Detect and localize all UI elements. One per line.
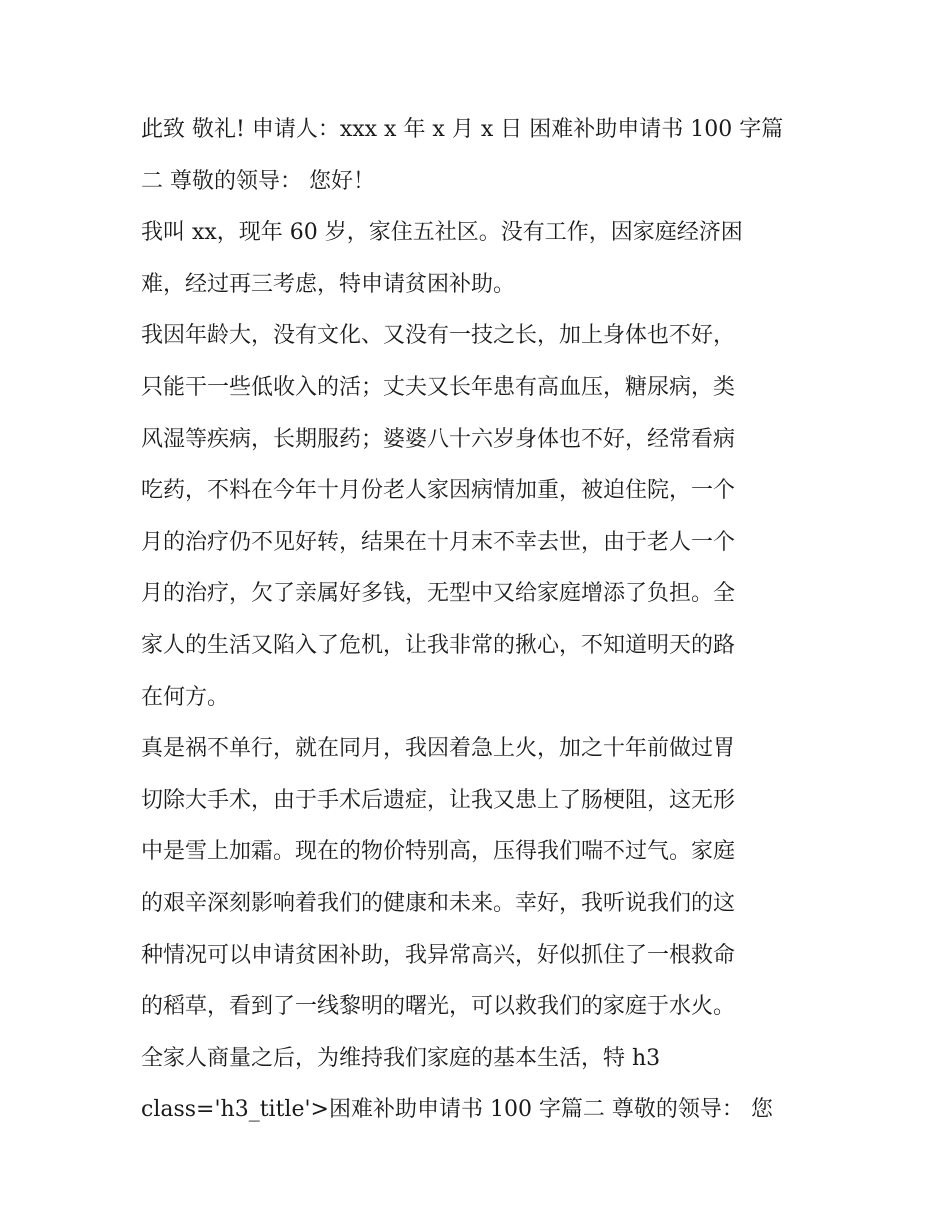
- text-line: 难，经过再三考虑，特申请贫困补助。: [141, 271, 516, 297]
- text-line: 我因年龄大，没有文化、又没有一技之长，加上身体也不好，: [141, 323, 736, 349]
- text-line: 此致 敬礼! 申请人：xxx x 年 x 月 x 日 困难补助申请书 100 字篇: [141, 117, 784, 142]
- text-line: 真是祸不单行，就在同月，我因着急上火，加之十年前做过胃: [141, 736, 736, 762]
- text-line: 月的治疗，欠了亲属好多钱，无型中又给家庭增添了负担。全: [141, 581, 736, 607]
- text-line: 风湿等疾病，长期服药；婆婆八十六岁身体也不好，经常看病: [141, 426, 736, 452]
- text-line: 吃药，不料在今年十月份老人家因病情加重，被迫住院，一个: [141, 478, 736, 504]
- text-line: 二 尊敬的领导： 您好！: [141, 168, 375, 194]
- text-line: 的稻草，看到了一线黎明的曙光，可以救我们的家庭于水火。: [141, 994, 736, 1020]
- text-line: 切除大手术，由于手术后遗症，让我又患上了肠梗阻，这无形: [141, 787, 736, 813]
- text-line: 全家人商量之后，为维持我们家庭的基本生活，特 h3: [141, 1045, 661, 1071]
- text-line: 家人的生活又陷入了危机，让我非常的揪心，不知道明天的路: [141, 632, 736, 658]
- text-line: 中是雪上加霜。现在的物价特别高，压得我们喘不过气。家庭: [141, 839, 736, 865]
- text-line: 在何方。: [141, 684, 230, 710]
- text-line: 种情况可以申请贫困补助，我异常高兴，好似抓住了一根救命: [141, 942, 736, 968]
- text-line: 月的治疗仍不见好转，结果在十月末不幸去世，由于老人一个: [141, 529, 736, 555]
- document-body: [141, 104, 821, 1136]
- text-line: 我叫 xx，现年 60 岁，家住五社区。没有工作，因家庭经济困: [141, 220, 743, 246]
- text-line: class='h3_title'>困难补助申请书 100 字篇二 尊敬的领导： 您: [141, 1097, 773, 1123]
- text-line: 只能干一些低收入的活；丈夫又长年患有高血压，糖尿病，类: [141, 374, 736, 400]
- text-line: 的艰辛深刻影响着我们的健康和未来。幸好，我听说我们的这: [141, 890, 736, 916]
